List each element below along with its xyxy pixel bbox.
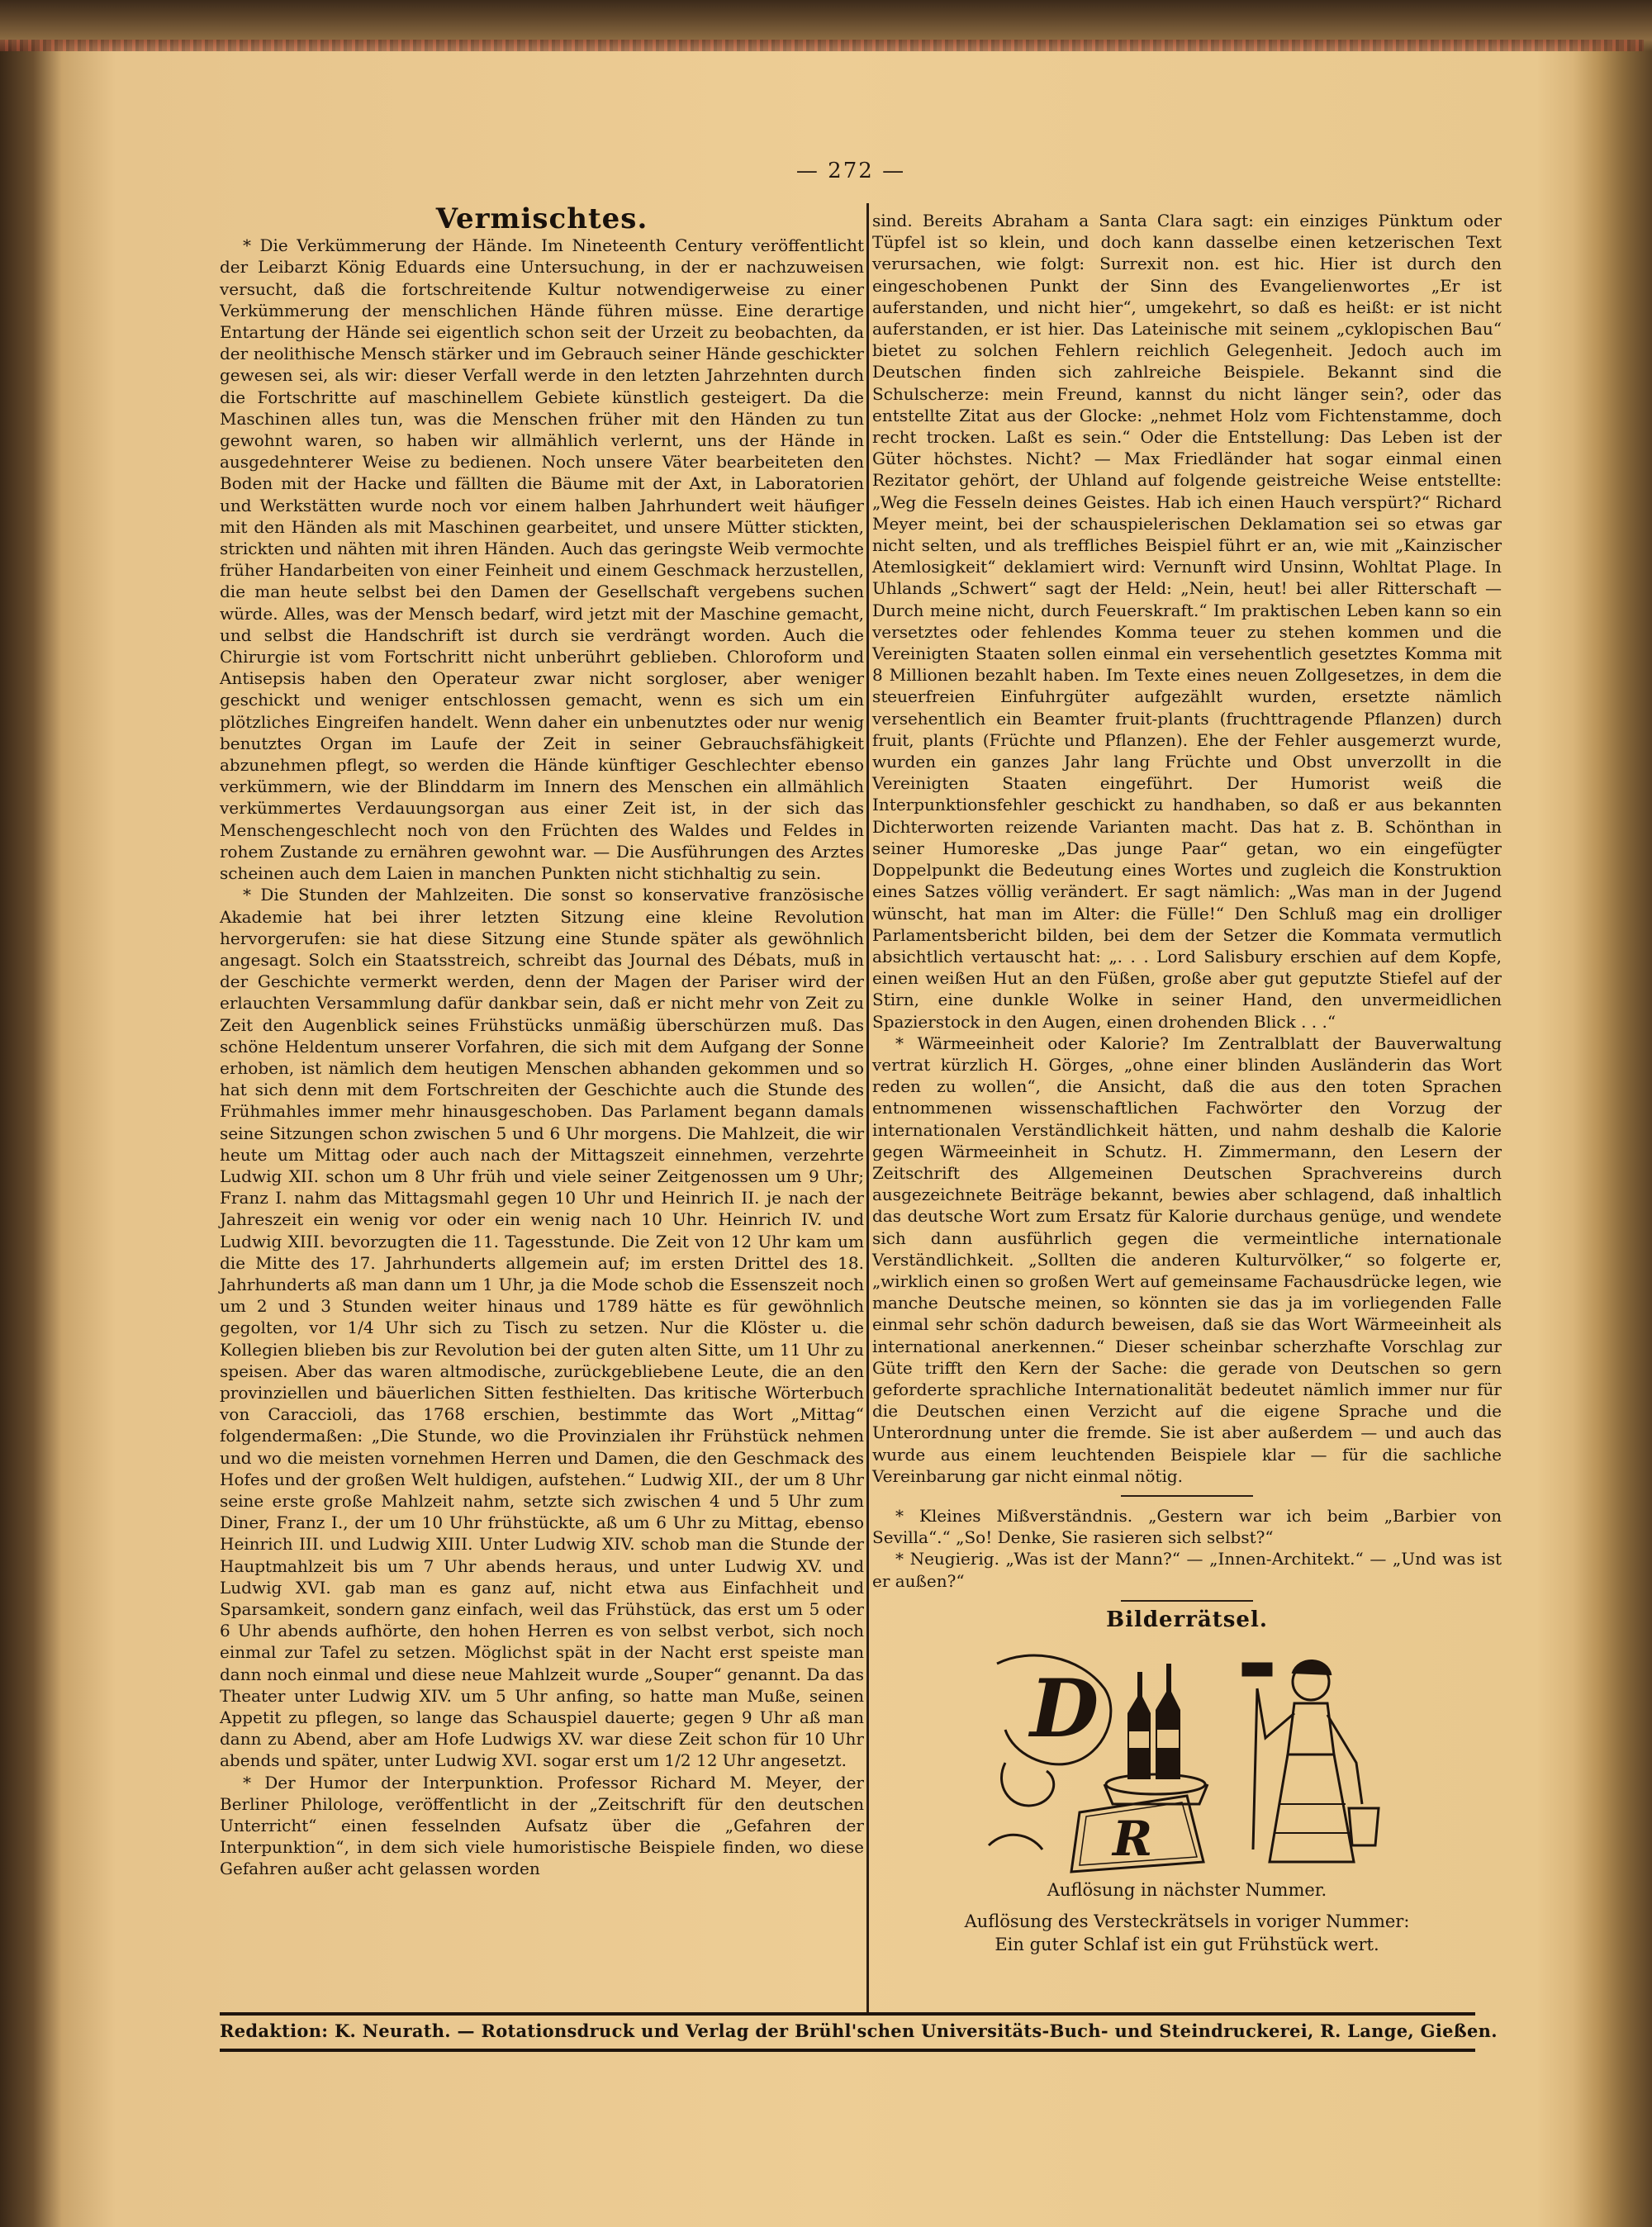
short-rule (1121, 1495, 1253, 1497)
ornament-curl (1002, 1763, 1054, 1806)
article-mahlzeiten: * Die Stunden der Mahlzeiten. Die sonst so konservative französische Akademie hat bei ihrer letzten Sitzung eine kleine Revolution hervorgerufen: sie hat diese Sitzung eine Stunde später als gewöhnlich angesagt. Solch ein Staatsstreich, schreibt das Journal des Débats, muß in der Geschichte vermerkt werden, denn der Magen der Pariser wird der erlauchten Versammlung dafür dankbar sein, daß er nicht mehr von Zeit zu Zeit den Augenblick seines Frühstücks unmäßig überschürzen muß. Das schöne Heldentum unserer Vorfahren, die sich mit dem Aufgang der Sonne erhoben, ist nämlich dem heutigen Menschen abhanden gekommen und so hat sich denn mit dem Fortschreiten der Geschichte auch die Stunde des Frühmahles immer mehr hinausgeschoben. Das Parlament begann damals seine Sitzungen schon zwischen 5 und 6 Uhr morgens. Die Mahlzeit, die wir heute um Mittag oder auch nach der Mittagszeit einnehmen, verzehrte Ludwig XII. schon um 8 Uhr früh und viele seiner Zeitgenossen um 9 Uhr; Franz I. nahm das Mittagsmahl gegen 10 Uhr und Heinrich II. je nach der Jahreszeit ein wenig vor oder ein wenig nach 10 Uhr. Heinrich IV. und Ludwig XIII. bevorzugten die 11. Tagesstunde. Die Zeit von 12 Uhr kam um die Mitte des 17. Jahrhunderts allgemein auf; im ersten Drittel des 18. Jahrhunderts aß man dann um 1 Uhr, ja die Mode schob die Essenszeit noch um 2 und 3 Stunden weiter hinaus und 1789 hätte es für gewöhnlich gegolten, vor 1/4 Uhr sich zu Tisch zu setzen. Nur die Klöster u. die Kollegien blieben bis zur Revolution bei der guten alten Sitte, um 11 Uhr zu speisen. Aber das waren altmodische, zurückgebliebene Leute, die an den provinziellen und bäuerlichen Sitten festhielten. Das kritische Wörterbuch von Caraccioli, das 1768 erschien, bestimmte das Wort „Mittag“ folgendermaßen: „Die Stunde, wo die Provinzialen ihr Frühstück nehmen und wo die meisten vornehmen Herren und Damen, die den Geschmack des Hofes und der großen Welt huldigen, aufstehen.“ Ludwig XII., der um 8 Uhr seine erste große Mahlzeit nahm, setzte sich zwischen 4 und 5 Uhr zum Diner, Franz I., der um 10 Uhr frühstückte, aß um 6 Uhr zu Mittag, ebenso Heinrich III. und Ludwig XIII. Unter Ludwig XIV. schob man die Stunde der Hauptmahlzeit bis um 7 Uhr abends heraus, und unter Ludwig XV. und Ludwig XVI. gab man es ganz auf, nicht etwa aus Einfachheit und Sparsamkeit, sondern ganz einfach, weil das Frühstück, das erst um 5 oder 6 Uhr abends aufhörte, den hohen Herren es von selbst verbot, sich noch einmal zur Tafel zu setzen. Möglichst spät in der Nacht erst speiste man dann noch einmal und diese neue Mahlzeit wurde „Souper“ genannt. Da das Theater unter Ludwig XIV. um 5 Uhr anfing, so hatte man Muße, seinen Appetit zu pflegen, so lange das Schauspiel dauerte; gegen 9 Uhr aß man dann zu Abend, aber am Hofe Ludwigs XV. war diese Zeit schon für 10 Uhr abends und später, unter Ludwig XVI. sogar erst um 1/2 12 Uhr angesetzt. (220, 885, 864, 1771)
right-column (872, 210, 1502, 1591)
article-waermeeinheit: * Wärmeeinheit oder Kalorie? Im Zentralblatt der Bauverwaltung vertrat kürzlich H. Görges, „ohne einer blinden Ausländerin das Wort reden zu wollen“, die Ansicht, daß die aus den toten Sprachen entnommenen wissenschaftlichen Fachwörter den Vorzug der internationalen Verständlichkeit hätten, und nahm deshalb die Kalorie gegen Wärmeeinheit in Schutz. H. Zimmermann, den Lesern der Zeitschrift des Allgemeinen Deutschen Sprachvereins durch ausgezeichnete Beiträge bekannt, bewies aber schlagend, daß inhaltlich das deutsche Wort zum Ersatz für Kalorie durchaus genüge, und wendete sich dann ausführlich gegen die vermeintliche internationale Verständlichkeit. „Sollten die anderen Kulturvölker,“ so folgerte er, „wirklich einen so großen Wert auf gemeinsame Fachausdrücke legen, wie manche Deutsche meinen, so könnten sie das ja im vorliegenden Falle einmal sehr schön dadurch beweisen, daß sie das Wort Wärmeeinheit als international anerkennen.“ Dieser scheinbar scherzhafte Vorschlag zur Güte trifft den Kern der Sache: die gerade von Deutschen so gern geforderte sprachliche Internationalität bedeutet nämlich immer nur für die Deutschen einen Verzicht auf die eigene Sprache und die Unterordnung unter die fremde. Sie ist aber außerdem — und auch das wurde aus einem leuchtenden Beispiele klar — für die sachliche Vereinbarung gar nicht einmal nötig. (872, 1033, 1502, 1486)
puzzle-letter-r: R (1113, 1811, 1153, 1867)
binding-edge (0, 0, 1652, 51)
puzzle-letter-d: D (1030, 1662, 1099, 1755)
puzzle-title: Bilderrätsel. (1106, 1607, 1268, 1632)
article-interpunktion-start: * Der Humor der Interpunktion. Professor Richard M. Meyer, der Berliner Philologe, veröffentlicht in der „Zeitschrift für den deutschen Unterricht“ einen fesselnden Aufsatz über die „Gefahren der Interpunktion“, in dem sich viele humoristische Beispiele finden, wo diese Gefahren außer acht gelassen worden (220, 1772, 864, 1879)
joke-missverstaendnis: * Kleines Mißverständnis. „Gestern war ich beim „Barbier von Sevilla“.“ „So! Denke, Sie rasieren sich selbst?“ (872, 1505, 1502, 1548)
article-interpunktion-cont: sind. Bereits Abraham a Santa Clara sagt: ein einziges Pünktum oder Tüpfel ist so klein, und doch kann dasselbe einen ketzerischen Text verursachen, wie folgt: Surrexit non. est hic. Hier ist durch den eingeschobenen Punkt der Sinn des Evangelienwortes „Er ist auferstanden, und nicht hier“, umgekehrt, so daß es heißt: er ist nicht auferstanden, er ist hier. Das Lateinische mit seinem „cyklopischen Bau“ bietet zu solchen Fehlern reichlich Gelegenheit. Jedoch auch im Deutschen finden sich zahlreiche Beispiele. Bekannt sind die Schulscherze: mein Freund, kannst du nicht länger sein?, oder das entstellte Zitat aus der Glocke: „nehmet Holz vom Fichtenstamme, doch recht trocken. Laßt es sein.“ Oder die Entstellung: Das Leben ist der Güter höchstes. Nicht? — Max Friedländer hat sogar einmal einen Rezitator gehört, der Uhland auf folgende geistreiche Weise entstellte: „Weg die Fesseln deines Geistes. Hab ich einen Hauch verspürt?“ Richard Meyer meint, bei der schauspielerischen Deklamation sei so etwas gar nicht selten, und als treffliches Beispiel führt er an, wie mit „Kainzischer Atemlosigkeit“ deklamiert wird: Vernunft wird Unsinn, Wohltat Plage. In Uhlands „Schwert“ sagt der Held: „Nein, heut! bei aller Ritterschaft — Durch meine nicht, durch Feuerskraft.“ Im praktischen Leben kann so ein versetztes oder fehlendes Komma teuer zu stehen kommen und die Vereinigten Staaten sollen einmal ein versehentlich gesetztes Komma mit 8 Millionen bezahlt haben. Im Texte eines neuen Zollgesetzes, in dem die steuerfreien Einfuhrgüter aufgezählt wurden, ersetzte nämlich versehentlich ein Beamter fruit-plants (fruchttragende Pflanzen) durch fruit, plants (Früchte und Pflanzen). Ehe der Fehler ausgemerzt wurde, wurden ein ganzes Jahr lang Früchte und Obst unverzollt in die Vereinigten Staaten eingeführt. Der Humorist weiß die Interpunktionsfehler geschickt zu handhaben, so daß er aus bekannten Dichterworten reizende Varianten macht. Das hat z. B. Schönthan in seiner Humoreske „Das junge Paar“ getan, wo ein eingefügter Doppelpunkt die Bedeutung eines Wortes und zugleich die Konstruktion eines Satzes völlig verändert. Er sagt nämlich: „Was man in der Jugend wünscht, hat man im Alter: die Fülle!“ Den Schluß mag ein drolliger Parlamentsbericht bilden, bei dem der Setzer die Kommata vermutlich absichtlich vertauscht hat: „. . . Lord Salisbury erschien auf dem Kopfe, einen weißen Hut an den Füßen, große aber gut geputzte Stiefel auf der Stirn, eine dunkle Wolke in seiner Hand, den unvermeidlichen Spazierstock in den Augen, einen drohenden Blick . . .“ (872, 211, 1502, 1032)
puzzle-illustration (980, 1639, 1393, 1878)
solution-text: Ein guter Schlaf ist ein gut Frühstück wert. (995, 1935, 1379, 1954)
short-rule (1121, 1600, 1253, 1602)
left-column (220, 202, 864, 1989)
joke-neugierig: * Neugierig. „Was ist der Mann?“ — „Innen-Architekt.“ — „Und was ist er außen?“ (872, 1549, 1502, 1591)
bottles-icon (1104, 1664, 1208, 1804)
picture-puzzle (872, 1607, 1502, 2004)
article-haende: * Die Verkümmerung der Hände. Im Nineteenth Century veröffentlicht der Leibarzt König Eduards eine Untersuchung, in der er nachzuweisen versucht, daß die fortschreitende Kultur notwendigerweise zu einer Verkümmerung der menschlichen Hände führen müsse. Eine derartige Entartung der Hände sei eigentlich schon seit der Urzeit zu beobachten, da der neolithische Mensch stärker und im Gebrauch seiner Hände geschickter gewesen sei, als wir: dieser Verfall werde in den letzten Jahrzehnten durch die Fortschritte auf maschinellem Gebiete künstlich gesteigert. Da die Maschinen alles tun, was die Menschen früher mit den Händen zu tun gewohnt waren, so haben wir allmählich verlernt, uns der Hände in ausgedehnterer Weise zu bedienen. Noch unsere Väter bearbeiteten den Boden mit der Hacke und fällten die Bäume mit der Axt, in Laboratorien und Werkstätten wurde noch vor einem halben Jahrhundert weit häufiger mit den Händen als mit Maschinen gearbeitet, und unsere Mütter stickten, strickten und nähten mit ihren Händen. Auch das geringste Weib vermochte früher Handarbeiten von einer Feinheit und einem Geschmack herzustellen, die man heute selbst bei den Damen der Gesellschaft vergebens suchen würde. Alles, was der Mensch bedarf, wird jetzt mit der Maschine gemacht, und selbst die Handschrift ist durch sie verdrängt worden. Auch die Chirurgie ist vom Fortschritt nicht unberührt geblieben. Chloroform und Antisepsis haben den Operateur zwar nicht sorgloser, aber weniger geschickt und weniger entschlossen gemacht, wenn es sich um ein plötzliches Eingreifen handelt. Wenn daher ein unbenutztes oder nur wenig benutztes Organ im Laufe der Zeit in seiner Gebrauchsfähigkeit abzunehmen pflegt, so werden die Hände künftiger Geschlechter ebenso verkümmern, wie der Blinddarm im Innern des Menschen ein allmählich verkümmertes Verdauungsorgan aus einer Zeit ist, in der sich das Menschengeschlecht noch von den Früchten des Waldes und Feldes in rohem Zustande zu ernähren gewohnt war. — Die Ausführungen des Arztes scheinen auch dem Laien in manchen Punkten nicht stichhaltig zu sein. (220, 235, 864, 884)
imprint: Redaktion: K. Neurath. — Rotationsdruck und Verlag der Brühl'schen Universitäts-Buch- und Steindruckerei, R. Lange, Gießen. (220, 2020, 1498, 2041)
solution-heading: Auflösung des Versteckrätsels in voriger Nummer: (964, 1911, 1410, 1931)
ornament-curl (989, 1835, 1042, 1850)
footer-rule (220, 2012, 1475, 2016)
woman-figure-icon (1243, 1660, 1379, 1862)
page-number: — 272 — (795, 159, 906, 183)
column-divider (866, 203, 869, 2012)
section-title: Vermischtes. (435, 202, 648, 235)
footer-rule (220, 2049, 1475, 2052)
puzzle-caption: Auflösung in nächster Nummer. (1047, 1880, 1327, 1900)
